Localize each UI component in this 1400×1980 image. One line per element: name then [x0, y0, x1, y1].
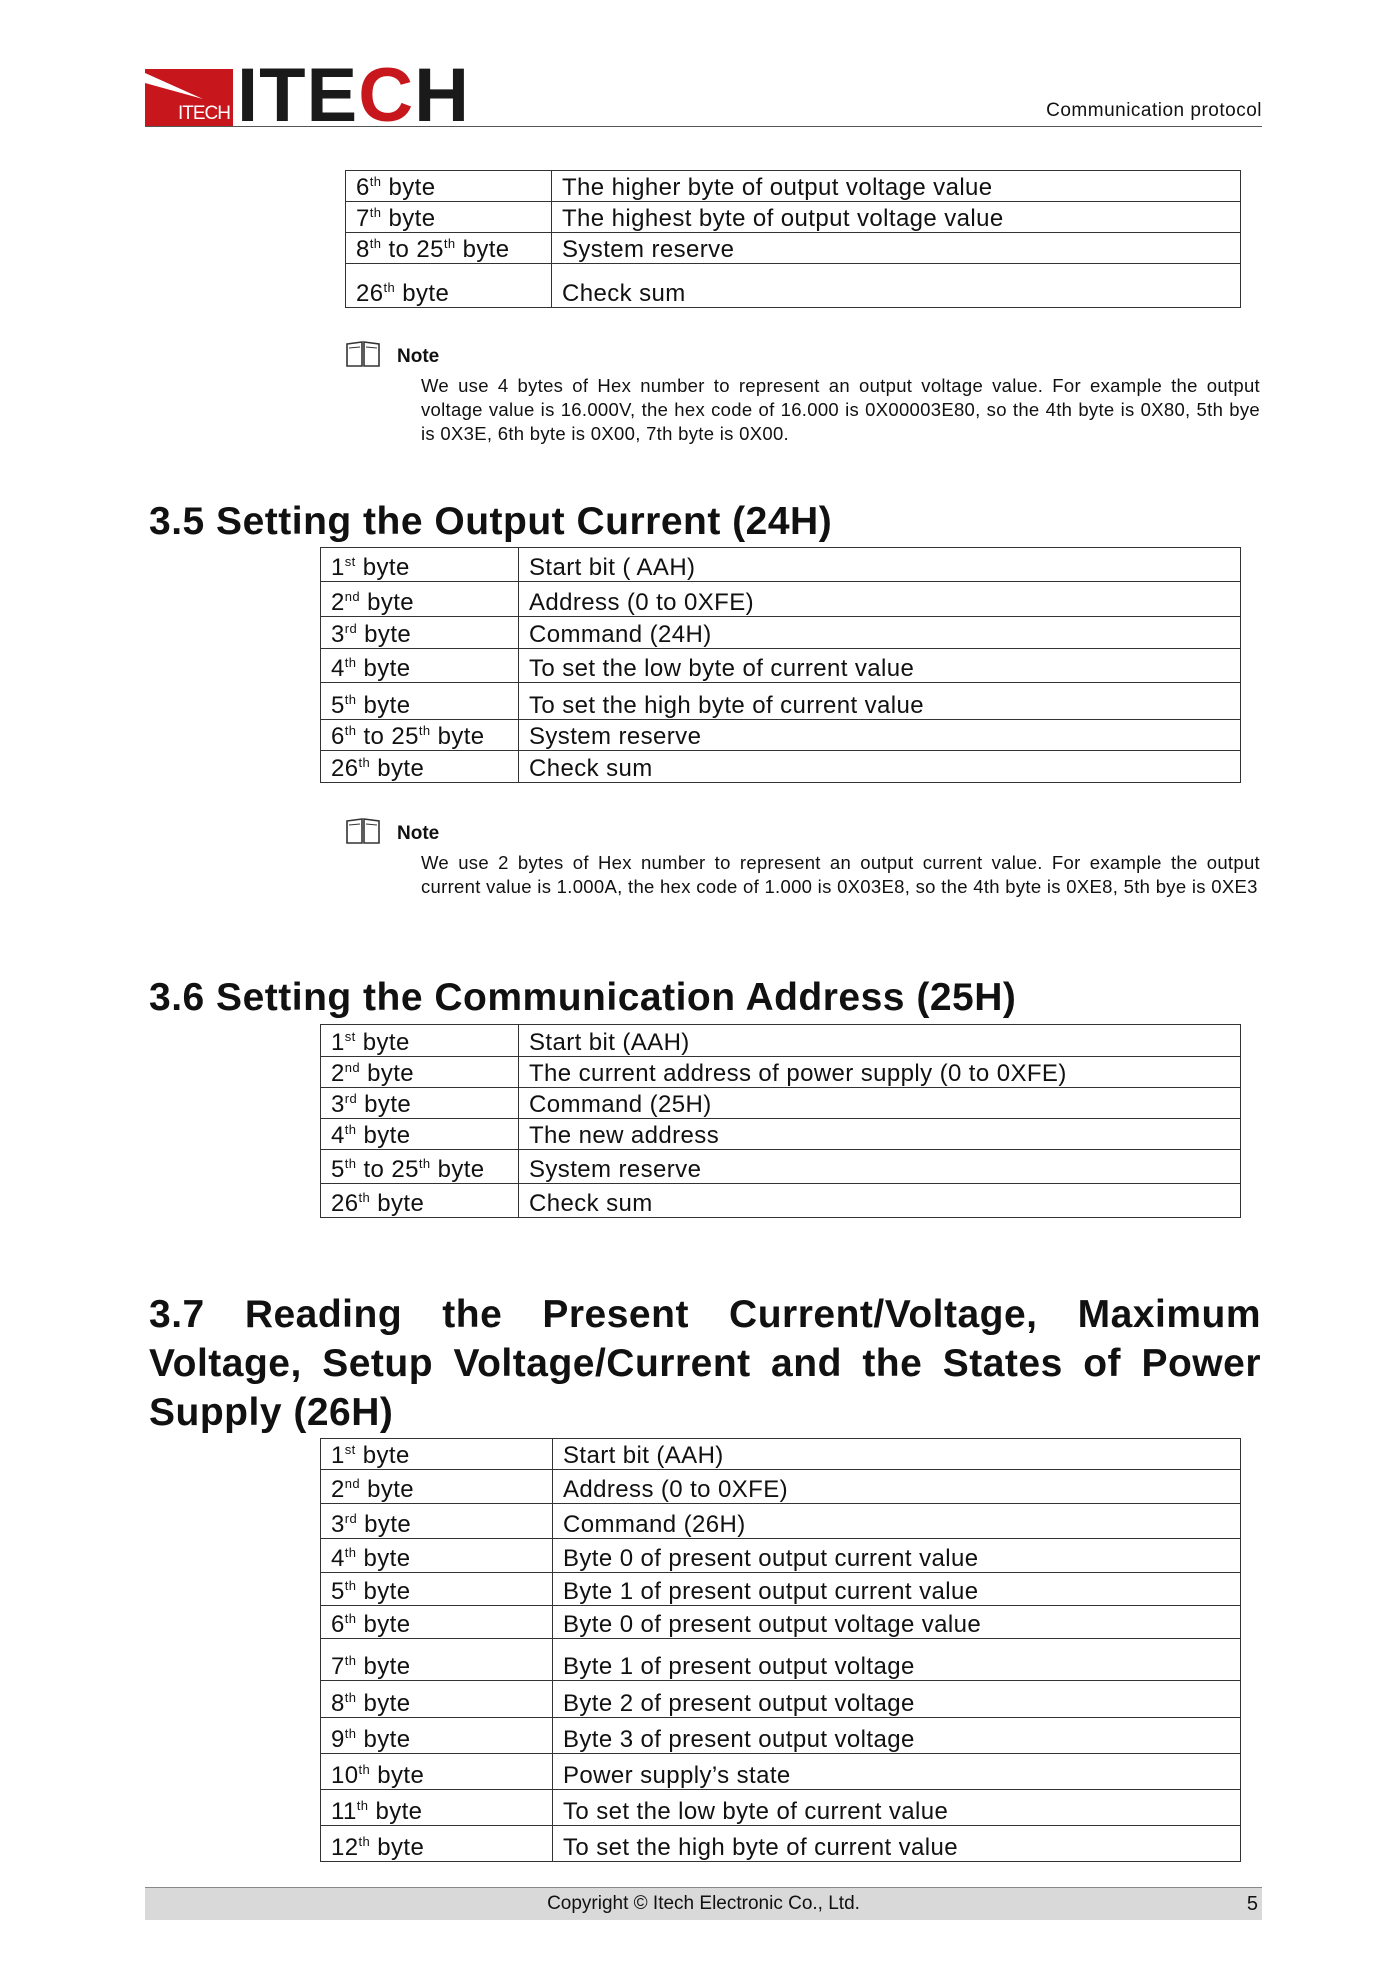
book-icon	[345, 340, 381, 368]
byte-position-cell	[321, 1754, 553, 1790]
byte-position-cell	[321, 1639, 553, 1681]
section-heading-3-5: 3.5 Setting the Output Current (24H)	[149, 500, 833, 543]
ordinal-suffix: th	[358, 1190, 371, 1205]
byte-label-text: byte	[430, 723, 485, 750]
table-row	[321, 548, 1241, 582]
byte-description-cell: System reserve	[519, 720, 1241, 751]
byte-label-text: byte	[381, 174, 436, 201]
byte-label-text: byte	[360, 589, 415, 616]
byte-label-text: 12	[331, 1834, 359, 1861]
ordinal-suffix: th	[344, 1690, 357, 1705]
table-row	[321, 1088, 1241, 1119]
table-row	[321, 1504, 1241, 1539]
table-row	[321, 582, 1241, 617]
byte-description-cell: Byte 0 of present output current value	[553, 1539, 1241, 1573]
byte-label-text: 11	[331, 1798, 357, 1825]
communication-address-table	[320, 1024, 1241, 1218]
ordinal-suffix: st	[344, 1442, 356, 1457]
byte-description-cell: Address (0 to 0XFE)	[519, 582, 1241, 617]
header-section-label: Communication protocol	[1046, 100, 1262, 121]
byte-label-text: byte	[368, 1798, 423, 1825]
table-row	[321, 1025, 1241, 1057]
table-row	[321, 1119, 1241, 1150]
byte-label-text: byte	[357, 1511, 412, 1538]
byte-position-cell	[321, 1826, 553, 1862]
ordinal-suffix: th	[344, 1653, 357, 1668]
table-row	[321, 1718, 1241, 1754]
byte-description-cell: Byte 1 of present output current value	[553, 1573, 1241, 1606]
reading-status-table	[320, 1438, 1241, 1862]
byte-position-cell	[321, 1184, 519, 1218]
byte-label-text: 26	[331, 1190, 359, 1217]
ordinal-suffix: th	[344, 723, 357, 738]
byte-position-cell	[321, 1150, 519, 1184]
table-row	[321, 1539, 1241, 1573]
byte-position-cell	[321, 1681, 553, 1718]
table-row	[321, 1606, 1241, 1639]
table-row	[321, 617, 1241, 649]
byte-label-text: byte	[356, 1545, 411, 1572]
byte-description-cell: Byte 3 of present output voltage	[553, 1718, 1241, 1754]
output-current-table	[320, 547, 1241, 783]
byte-position-cell	[346, 202, 552, 233]
logo-badge-text: ITECH	[178, 103, 230, 124]
ordinal-suffix: th	[358, 1762, 371, 1777]
byte-label-text: 10	[331, 1762, 359, 1789]
table-row	[321, 1639, 1241, 1681]
byte-label-text: 5	[331, 1578, 345, 1605]
table-row	[321, 1439, 1241, 1470]
note-voltage	[345, 340, 1260, 446]
byte-label-text: byte	[356, 655, 411, 682]
byte-label-text: byte	[430, 1156, 485, 1183]
ordinal-suffix: th	[369, 205, 382, 220]
ordinal-suffix: st	[344, 554, 356, 569]
byte-description-cell: Start bit ( AAH)	[519, 548, 1241, 582]
byte-position-cell	[321, 617, 519, 649]
byte-label-text: 8	[356, 236, 370, 263]
ordinal-suffix: th	[418, 1156, 431, 1171]
byte-position-cell	[321, 751, 519, 783]
ordinal-suffix: rd	[344, 621, 358, 636]
byte-label-text: 7	[356, 205, 370, 232]
page-number: 5	[1246, 1893, 1258, 1915]
byte-description-cell: To set the low byte of current value	[519, 649, 1241, 683]
byte-label-text: 2	[331, 589, 345, 616]
note-body: We use 2 bytes of Hex number to represent an output current value. For example the output current value is 1.000A, the hex code of 1.000 is 0X03E8, so the 4th byte is 0XE8, 5th bye is 0XE3	[421, 852, 1260, 897]
logo-wordmark: ITECH	[237, 53, 471, 138]
byte-label-text: byte	[357, 1091, 412, 1118]
byte-label-text: 4	[331, 655, 345, 682]
byte-label-text: 3	[331, 621, 345, 648]
byte-description-cell: Start bit (AAH)	[519, 1025, 1241, 1057]
byte-label-text: byte	[356, 1611, 411, 1638]
table-row	[321, 1754, 1241, 1790]
byte-position-cell	[321, 1470, 553, 1504]
byte-description-cell: Byte 1 of present output voltage	[553, 1639, 1241, 1681]
ordinal-suffix: th	[344, 655, 357, 670]
byte-position-cell	[321, 1439, 553, 1470]
byte-position-cell	[346, 233, 552, 264]
byte-label-text: to 25	[356, 1156, 419, 1183]
byte-label-text: 6	[356, 174, 370, 201]
table-row	[346, 233, 1241, 264]
byte-description-cell: Byte 2 of present output voltage	[553, 1681, 1241, 1718]
byte-description-cell: To set the low byte of current value	[553, 1790, 1241, 1826]
byte-description-cell: Start bit (AAH)	[553, 1439, 1241, 1470]
byte-label-text: byte	[357, 621, 412, 648]
ordinal-suffix: th	[358, 1834, 371, 1849]
byte-description-cell: The highest byte of output voltage value	[552, 202, 1241, 233]
byte-label-text: byte	[360, 1476, 415, 1503]
byte-label-text: to 25	[381, 236, 444, 263]
byte-label-text: byte	[356, 692, 411, 719]
table-row	[321, 1681, 1241, 1718]
byte-position-cell	[321, 548, 519, 582]
itech-logo	[145, 53, 471, 138]
byte-label-text: byte	[356, 1578, 411, 1605]
table-row	[346, 202, 1241, 233]
ordinal-suffix: th	[344, 1578, 357, 1593]
byte-label-text: 5	[331, 1156, 345, 1183]
note-title: Note	[397, 346, 440, 367]
byte-label-text: 2	[331, 1476, 345, 1503]
byte-position-cell	[321, 1718, 553, 1754]
byte-position-cell	[321, 1573, 553, 1606]
byte-position-cell	[321, 1088, 519, 1119]
byte-position-cell	[321, 1606, 553, 1639]
table-row	[321, 1470, 1241, 1504]
byte-label-text: 26	[331, 755, 359, 782]
ordinal-suffix: th	[369, 174, 382, 189]
byte-label-text: byte	[370, 1190, 425, 1217]
note-title: Note	[397, 823, 440, 844]
byte-label-text: byte	[355, 1442, 410, 1469]
byte-label-text: byte	[455, 236, 510, 263]
byte-description-cell: Check sum	[552, 264, 1241, 308]
byte-label-text: byte	[356, 1690, 411, 1717]
book-icon	[345, 817, 381, 845]
byte-label-text: 2	[331, 1060, 345, 1087]
ordinal-suffix: th	[344, 1156, 357, 1171]
byte-label-text: byte	[370, 1834, 425, 1861]
byte-label-text: 6	[331, 723, 345, 750]
table-row	[321, 683, 1241, 720]
ordinal-suffix: nd	[344, 589, 361, 604]
note-current	[345, 817, 1260, 899]
byte-label-text: 3	[331, 1511, 345, 1538]
byte-label-text: 9	[331, 1726, 345, 1753]
byte-position-cell	[346, 171, 552, 202]
logo-badge	[145, 69, 233, 127]
ordinal-suffix: th	[344, 1726, 357, 1741]
byte-label-text: byte	[356, 1122, 411, 1149]
byte-label-text: byte	[356, 1726, 411, 1753]
byte-label-text: 6	[331, 1611, 345, 1638]
byte-label-text: byte	[360, 1060, 415, 1087]
byte-position-cell	[321, 582, 519, 617]
ordinal-suffix: th	[443, 236, 456, 251]
byte-position-cell	[321, 1504, 553, 1539]
table-row	[321, 1150, 1241, 1184]
byte-description-cell: System reserve	[519, 1150, 1241, 1184]
ordinal-suffix: rd	[344, 1091, 358, 1106]
table-row	[321, 1790, 1241, 1826]
table-row	[321, 1573, 1241, 1606]
byte-description-cell: Address (0 to 0XFE)	[553, 1470, 1241, 1504]
table-row	[321, 1057, 1241, 1088]
table-row	[321, 1184, 1241, 1218]
byte-label-text: byte	[355, 1029, 410, 1056]
byte-label-text: byte	[381, 205, 436, 232]
section-heading-3-6: 3.6 Setting the Communication Address (25H)	[149, 976, 1017, 1019]
byte-description-cell: Command (24H)	[519, 617, 1241, 649]
byte-description-cell: To set the high byte of current value	[553, 1826, 1241, 1862]
byte-position-cell	[321, 683, 519, 720]
byte-description-cell: The higher byte of output voltage value	[552, 171, 1241, 202]
table-row	[321, 1826, 1241, 1862]
byte-position-cell	[321, 1057, 519, 1088]
byte-description-cell: The current address of power supply (0 to 0XFE)	[519, 1057, 1241, 1088]
byte-description-cell: Byte 0 of present output voltage value	[553, 1606, 1241, 1639]
byte-label-text: byte	[370, 755, 425, 782]
byte-label-text: 8	[331, 1690, 345, 1717]
byte-description-cell: System reserve	[552, 233, 1241, 264]
voltage-bytes-table	[345, 170, 1241, 308]
byte-label-text: 4	[331, 1545, 345, 1572]
byte-position-cell	[321, 720, 519, 751]
ordinal-suffix: th	[356, 1798, 369, 1813]
byte-position-cell	[321, 1790, 553, 1826]
byte-label-text: 1	[331, 1029, 345, 1056]
byte-position-cell	[321, 1539, 553, 1573]
byte-label-text: 1	[331, 554, 345, 581]
byte-description-cell: Check sum	[519, 751, 1241, 783]
byte-label-text: 1	[331, 1442, 345, 1469]
ordinal-suffix: th	[383, 280, 396, 295]
byte-position-cell	[321, 1025, 519, 1057]
byte-position-cell	[321, 649, 519, 683]
byte-label-text: byte	[355, 554, 410, 581]
ordinal-suffix: st	[344, 1029, 356, 1044]
table-row	[346, 264, 1241, 308]
byte-label-text: byte	[356, 1653, 411, 1680]
byte-label-text: 7	[331, 1653, 345, 1680]
byte-description-cell: Power supply’s state	[553, 1754, 1241, 1790]
ordinal-suffix: th	[344, 1122, 357, 1137]
ordinal-suffix: th	[358, 755, 371, 770]
ordinal-suffix: th	[344, 1545, 357, 1560]
footer-copyright: Copyright © Itech Electronic Co., Ltd.	[547, 1893, 860, 1914]
table-row	[321, 649, 1241, 683]
byte-label-text: 26	[356, 280, 384, 307]
ordinal-suffix: th	[418, 723, 431, 738]
note-body: We use 4 bytes of Hex number to represent an output voltage value. For example the output voltage value is 16.000V, the hex code of 16.000 is 0X00003E80, so the 4th byte is 0X80, 5th bye is 0X3E, 6th byte is 0X00, 7th byte is 0X00.	[421, 375, 1260, 444]
ordinal-suffix: nd	[344, 1060, 361, 1075]
page-footer	[145, 1887, 1262, 1920]
byte-position-cell	[346, 264, 552, 308]
header-divider	[145, 126, 1262, 127]
byte-description-cell: Check sum	[519, 1184, 1241, 1218]
byte-description-cell: Command (25H)	[519, 1088, 1241, 1119]
ordinal-suffix: nd	[344, 1476, 361, 1491]
byte-label-text: 4	[331, 1122, 345, 1149]
byte-label-text: byte	[370, 1762, 425, 1789]
byte-label-text: 5	[331, 692, 345, 719]
byte-label-text: to 25	[356, 723, 419, 750]
ordinal-suffix: th	[344, 692, 357, 707]
ordinal-suffix: th	[369, 236, 382, 251]
byte-description-cell: To set the high byte of current value	[519, 683, 1241, 720]
ordinal-suffix: th	[344, 1611, 357, 1626]
byte-label-text: 3	[331, 1091, 345, 1118]
section-heading-3-7: 3.7 Reading the Present Current/Voltage, Maximum Voltage, Setup Voltage/Current and the States of Power Supply (26H)	[149, 1293, 1261, 1434]
table-row	[346, 171, 1241, 202]
table-row	[321, 751, 1241, 783]
byte-description-cell: The new address	[519, 1119, 1241, 1150]
byte-description-cell: Command (26H)	[553, 1504, 1241, 1539]
table-row	[321, 720, 1241, 751]
byte-label-text: byte	[395, 280, 450, 307]
ordinal-suffix: rd	[344, 1511, 358, 1526]
byte-position-cell	[321, 1119, 519, 1150]
